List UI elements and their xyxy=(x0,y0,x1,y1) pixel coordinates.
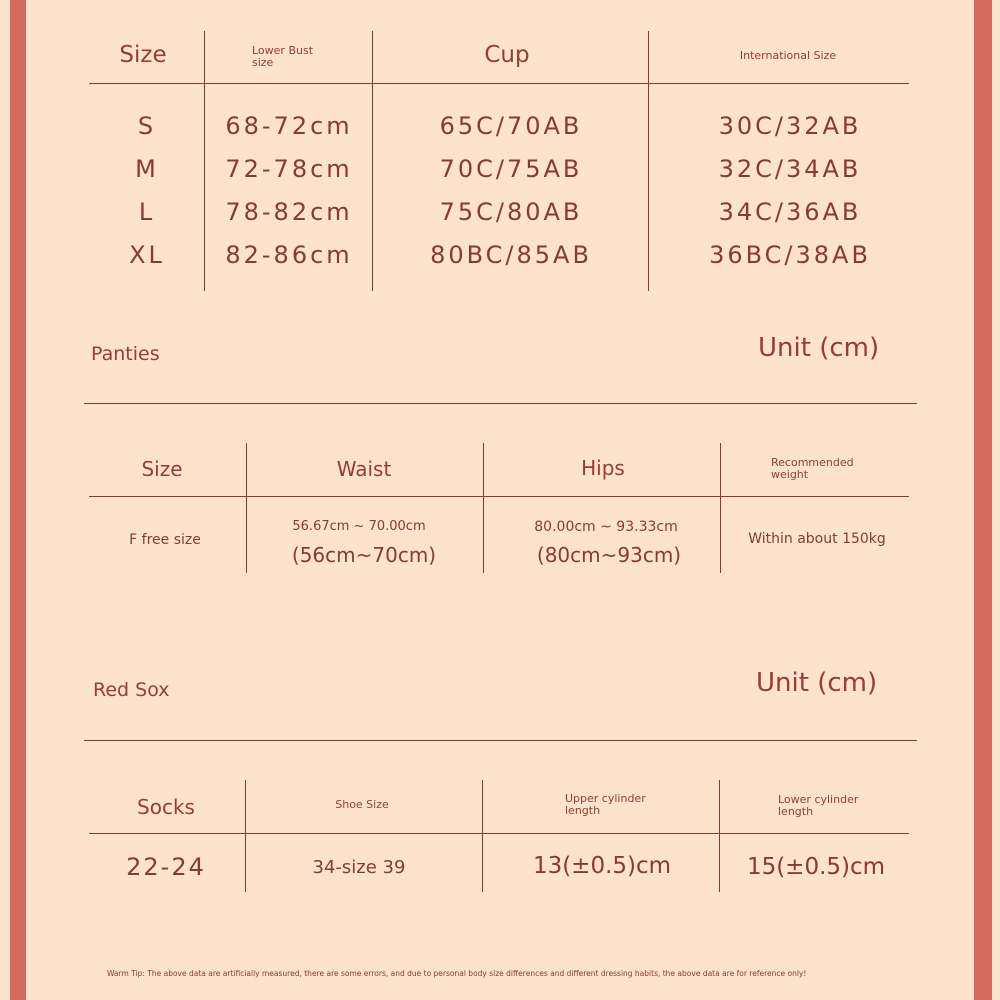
bra-row-cup: 65C/70AB xyxy=(439,112,583,140)
bra-header-cup: Cup xyxy=(484,42,530,68)
bra-header-divider xyxy=(89,83,909,84)
right-border-bar xyxy=(974,0,992,1000)
socks-column-divider xyxy=(719,780,720,892)
socks-column-divider xyxy=(245,780,246,892)
warm-tip-note: Warm Tip: The above data are artificially measured, there are some errors, and due to personal body size differences and different dressing habits, the above data are for reference only! xyxy=(107,969,807,978)
bra-row-cup: 80BC/85AB xyxy=(430,241,592,269)
panties-title: Panties xyxy=(91,343,160,365)
socks-header-shoe-size: Shoe Size xyxy=(335,798,389,811)
bra-row-lower-bust: 68-72cm xyxy=(225,112,353,140)
bra-row-international: 36BC/38AB xyxy=(709,241,871,269)
bra-row-size: S xyxy=(137,112,157,140)
panties-section-divider xyxy=(84,403,917,404)
bra-column-divider xyxy=(204,31,205,291)
panties-header-size: Size xyxy=(141,457,183,481)
panties-hips-value: 80.00cm ~ 93.33cm xyxy=(534,519,678,535)
socks-header-upper-cylinder-length: Upper cylinder length xyxy=(565,792,646,817)
left-edge xyxy=(0,0,10,1000)
bra-column-divider xyxy=(648,31,649,291)
right-edge xyxy=(992,0,1000,1000)
socks-section-divider xyxy=(84,740,917,741)
socks-header-divider xyxy=(89,833,909,834)
bra-row-international: 32C/34AB xyxy=(718,155,862,183)
size-chart-panel xyxy=(26,0,974,1000)
bra-row-cup: 70C/75AB xyxy=(439,155,583,183)
socks-unit-label: Unit (cm) xyxy=(756,668,878,698)
panties-waist-rounded: (56cm~70cm) xyxy=(291,543,437,567)
socks-upper-length-value: 13(±0.5)cm xyxy=(532,853,672,879)
bra-header-size: Size xyxy=(119,42,167,68)
socks-shoe-size-value: 34-size 39 xyxy=(312,857,406,878)
socks-lower-length-value: 15(±0.5)cm xyxy=(746,854,886,880)
panties-size-value: F free size xyxy=(129,532,201,548)
panties-waist-value: 56.67cm ~ 70.00cm xyxy=(292,519,426,534)
panties-header-recommended-weight: Recommended weight xyxy=(771,456,854,481)
panties-header-divider xyxy=(89,496,909,497)
bra-row-size: XL xyxy=(129,241,165,269)
panties-header-hips: Hips xyxy=(581,456,625,480)
bra-row-lower-bust: 72-78cm xyxy=(225,155,353,183)
bra-row-size: L xyxy=(138,198,156,226)
left-border-bar xyxy=(10,0,26,1000)
bra-header-lower-bust: Lower Bust size xyxy=(252,44,314,69)
bra-row-lower-bust: 78-82cm xyxy=(225,198,353,226)
panties-weight-value: Within about 150kg xyxy=(748,531,886,547)
panties-column-divider xyxy=(720,443,721,573)
panties-unit-label: Unit (cm) xyxy=(758,333,880,363)
bra-header-international-size: International Size xyxy=(739,49,837,62)
panties-hips-rounded: (80cm~93cm) xyxy=(536,543,682,567)
socks-size-value: 22-24 xyxy=(126,853,206,881)
panties-column-divider xyxy=(246,443,247,573)
bra-row-international: 30C/32AB xyxy=(718,112,862,140)
socks-header-lower-cylinder-length: Lower cylinder length xyxy=(778,793,859,818)
socks-header-socks: Socks xyxy=(137,795,195,819)
bra-row-size: M xyxy=(135,155,159,183)
panties-column-divider xyxy=(483,443,484,573)
panties-header-waist: Waist xyxy=(336,457,392,481)
bra-row-lower-bust: 82-86cm xyxy=(225,241,353,269)
bra-row-international: 34C/36AB xyxy=(718,198,862,226)
bra-column-divider xyxy=(372,31,373,291)
socks-title: Red Sox xyxy=(93,679,170,701)
socks-column-divider xyxy=(482,780,483,892)
bra-row-cup: 75C/80AB xyxy=(439,198,583,226)
